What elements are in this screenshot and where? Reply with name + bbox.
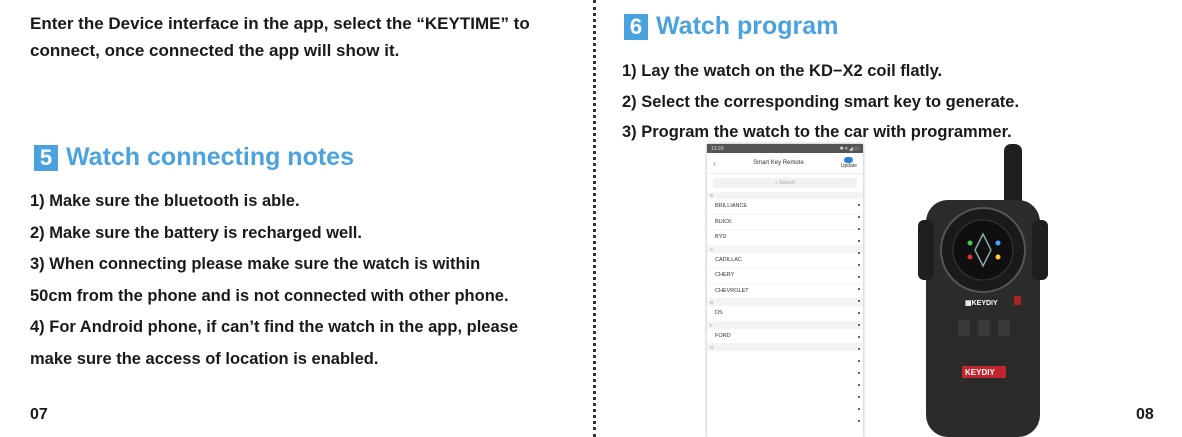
chevron-left-icon[interactable]: ‹ (713, 158, 716, 168)
unlock-button (978, 320, 990, 336)
list-item: 1) Make sure the bluetooth is able. (30, 192, 300, 210)
section-5-heading (34, 143, 354, 172)
search-icon: ⌕ (774, 180, 780, 186)
trunk-button (998, 320, 1010, 336)
watch-program-steps (622, 56, 1019, 148)
list-item: 1) Lay the watch on the KD−X2 coil flatly. (622, 62, 943, 80)
intro-line: connect, once connected the app will show it. (30, 41, 400, 60)
brand-item[interactable]: BRILLIANCE (707, 199, 863, 215)
indicator-icon (968, 241, 973, 246)
page-number: 07 (30, 406, 48, 423)
red-button-icon (1014, 296, 1021, 305)
section-number: 6 (624, 14, 648, 40)
list-item: 4) For Android phone, if can’t find the watch in the app, please (30, 318, 518, 336)
list-item: 50cm from the phone and is not connected with other phone. (30, 286, 509, 305)
indicator-icon (996, 255, 1001, 260)
index-letter: G (707, 344, 863, 351)
phone-screenshot (707, 144, 863, 437)
section-title: Watch connecting notes (66, 143, 354, 171)
list-item: 2) Select the corresponding smart key to generate. (622, 92, 1020, 111)
list-item: 3) Program the watch to the car with programmer. (622, 123, 1012, 141)
brand-item[interactable]: CADILLAC (707, 253, 863, 269)
indicator-icon (996, 241, 1001, 246)
intro-line: Enter the Device interface in the app, select the “KEYTIME” to (30, 14, 530, 33)
status-time: 13:29 (711, 145, 724, 152)
keydiy-remote-device (918, 140, 1048, 437)
brand-item[interactable]: BUICK (707, 215, 863, 231)
brand-item[interactable]: BYD (707, 230, 863, 246)
brand-item[interactable]: DS (707, 306, 863, 322)
section-number: 5 (34, 145, 58, 171)
lock-button (958, 320, 970, 336)
device-logo-text: KEYDIY (965, 368, 995, 377)
brand-item[interactable]: FORD (707, 329, 863, 345)
watch-strap-right (1032, 220, 1048, 280)
index-letter: C (707, 246, 863, 253)
device-brand-logo: ▦KEYDIY (965, 300, 998, 307)
section-title: Watch program (656, 12, 839, 40)
status-bar (707, 144, 863, 153)
watch-strap-left (918, 220, 934, 280)
app-bar (707, 153, 863, 174)
intro-text (30, 10, 570, 64)
brand-item[interactable]: CHEVROLET (707, 284, 863, 300)
left-page (0, 0, 590, 437)
indicator-icon (968, 255, 973, 260)
list-item: make sure the access of location is enabled. (30, 349, 379, 368)
update-button[interactable] (841, 157, 857, 169)
index-letter: D (707, 299, 863, 306)
connecting-notes-list (30, 186, 518, 375)
index-letter: B (707, 192, 863, 199)
watch-dial (953, 220, 1013, 280)
page-number: 08 (1136, 406, 1154, 423)
status-icons: ✱ ▾ ◢ ▭ (839, 145, 859, 152)
brand-item[interactable]: CHERY (707, 268, 863, 284)
brand-list (707, 192, 863, 351)
search-input[interactable] (713, 178, 857, 188)
section-6-heading (624, 12, 838, 41)
screen-title: Smart Key Remote (753, 160, 804, 166)
search-placeholder: Search (779, 180, 796, 186)
update-label: Update (840, 163, 857, 169)
page-divider (593, 0, 596, 437)
list-item: 2) Make sure the battery is recharged well. (30, 223, 362, 242)
index-letter: F (707, 322, 863, 329)
list-item: 3) When connecting please make sure the watch is within (30, 255, 481, 273)
alphabet-index[interactable] (858, 204, 860, 424)
